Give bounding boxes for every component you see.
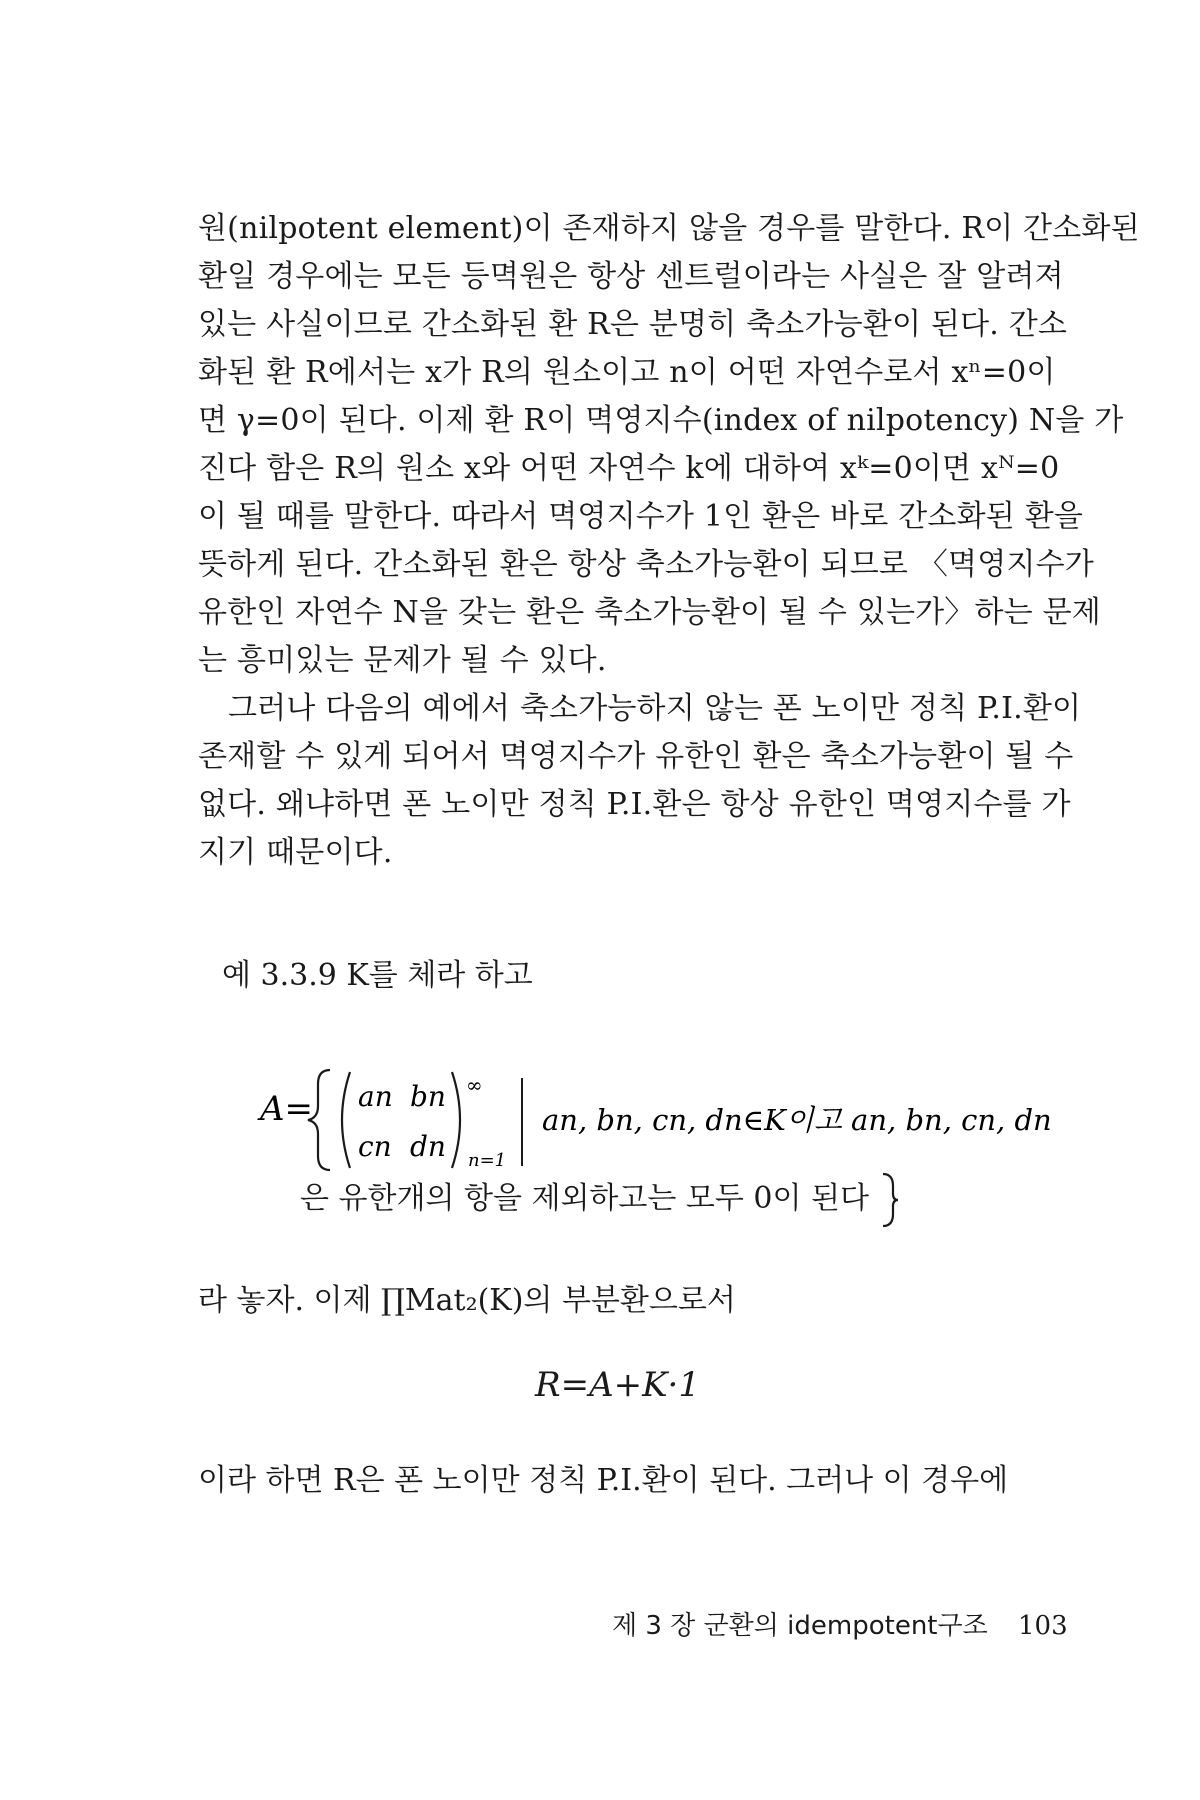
body-line: 는 흥미있는 문제가 될 수 있다.: [198, 643, 607, 678]
page-footer: [612, 1605, 1068, 1642]
matrix-entry: cn: [358, 1130, 392, 1163]
right-brace: [879, 1170, 899, 1230]
body-line: 없다. 왜냐하면 폰 노이만 정칙 P.I.환은 항상 유한인 멱영지수를 가: [198, 787, 1071, 822]
matrix-entry: bn: [410, 1080, 446, 1113]
page-number: 103: [1018, 1611, 1068, 1641]
paragraph-1: [198, 205, 1140, 685]
set-condition-note: [300, 1170, 899, 1230]
body-line: 그러나 다음의 예에서 축소가능하지 않는 폰 노이만 정칙 P.I.환이: [228, 691, 1082, 726]
matrix-entry: an: [358, 1080, 393, 1113]
body-line: 화된 환 R에서는 x가 R의 원소이고 n이 어떤 자연수로서 xⁿ=0이: [198, 355, 1056, 390]
paragraph-2: [198, 685, 1082, 877]
ring-equation: R=A+K·1: [535, 1365, 700, 1405]
body-line: 뜻하게 된다. 간소화된 환은 항상 축소가능환이 되므로 〈멱영지수가: [198, 547, 1094, 582]
set-definition-formula: [260, 1048, 1052, 1178]
body-line: 유한인 자연수 N을 갖는 환은 축소가능환이 될 수 있는가〉하는 문제: [198, 595, 1101, 630]
set-condition: an, bn, cn, dn∈K이고 an, bn, cn, dn: [542, 1103, 1052, 1137]
body-line: 환일 경우에는 모든 등멱원은 항상 센트럴이라는 사실은 잘 알려져: [198, 259, 1064, 294]
running-head: 제 3 장 군환의 idempotent구조: [612, 1611, 988, 1641]
set-note-text: 은 유한개의 항을 제외하고는 모두 0이 된다: [300, 1181, 869, 1216]
body-line: 존재할 수 있게 되어서 멱영지수가 유한인 환은 축소가능환이 될 수: [198, 739, 1074, 774]
set-lhs: A=: [260, 1089, 314, 1129]
matrix-right-paren: [452, 1072, 460, 1168]
set-definition: [260, 1048, 1052, 1178]
subring-line: 라 놓자. 이제 ∏Mat₂(K)의 부분환으로서: [198, 1283, 736, 1318]
example-heading: 예 3.3.9 K를 체라 하고: [222, 958, 533, 993]
sequence-sup: ∞: [466, 1073, 483, 1097]
body-line: 있는 사실이므로 간소화된 환 R은 분명히 축소가능환이 된다. 간소: [198, 307, 1068, 342]
matrix-left-paren: [342, 1072, 350, 1168]
matrix-entry: dn: [410, 1130, 446, 1163]
body-line: 진다 함은 R의 원소 x와 어떤 자연수 k에 대하여 xᵏ=0이면 xᴺ=0: [198, 451, 1060, 486]
body-text: [198, 205, 1140, 877]
sequence-sub: n=1: [468, 1150, 507, 1171]
left-brace: [308, 1070, 330, 1170]
body-line: 지기 때문이다.: [198, 835, 393, 870]
body-line: 이 될 때를 말한다. 따라서 멱영지수가 1인 환은 바로 간소화된 환을: [198, 499, 1084, 534]
body-line: 원(nilpotent element)이 존재하지 않을 경우를 말한다. R이 간소화된: [198, 211, 1140, 246]
body-line: 면 γ=0이 된다. 이제 환 R이 멱영지수(index of nilpotency) N을 가: [198, 403, 1124, 438]
closing-line: 이라 하면 R은 폰 노이만 정칙 P.I.환이 된다. 그러나 이 경우에: [198, 1463, 1009, 1498]
